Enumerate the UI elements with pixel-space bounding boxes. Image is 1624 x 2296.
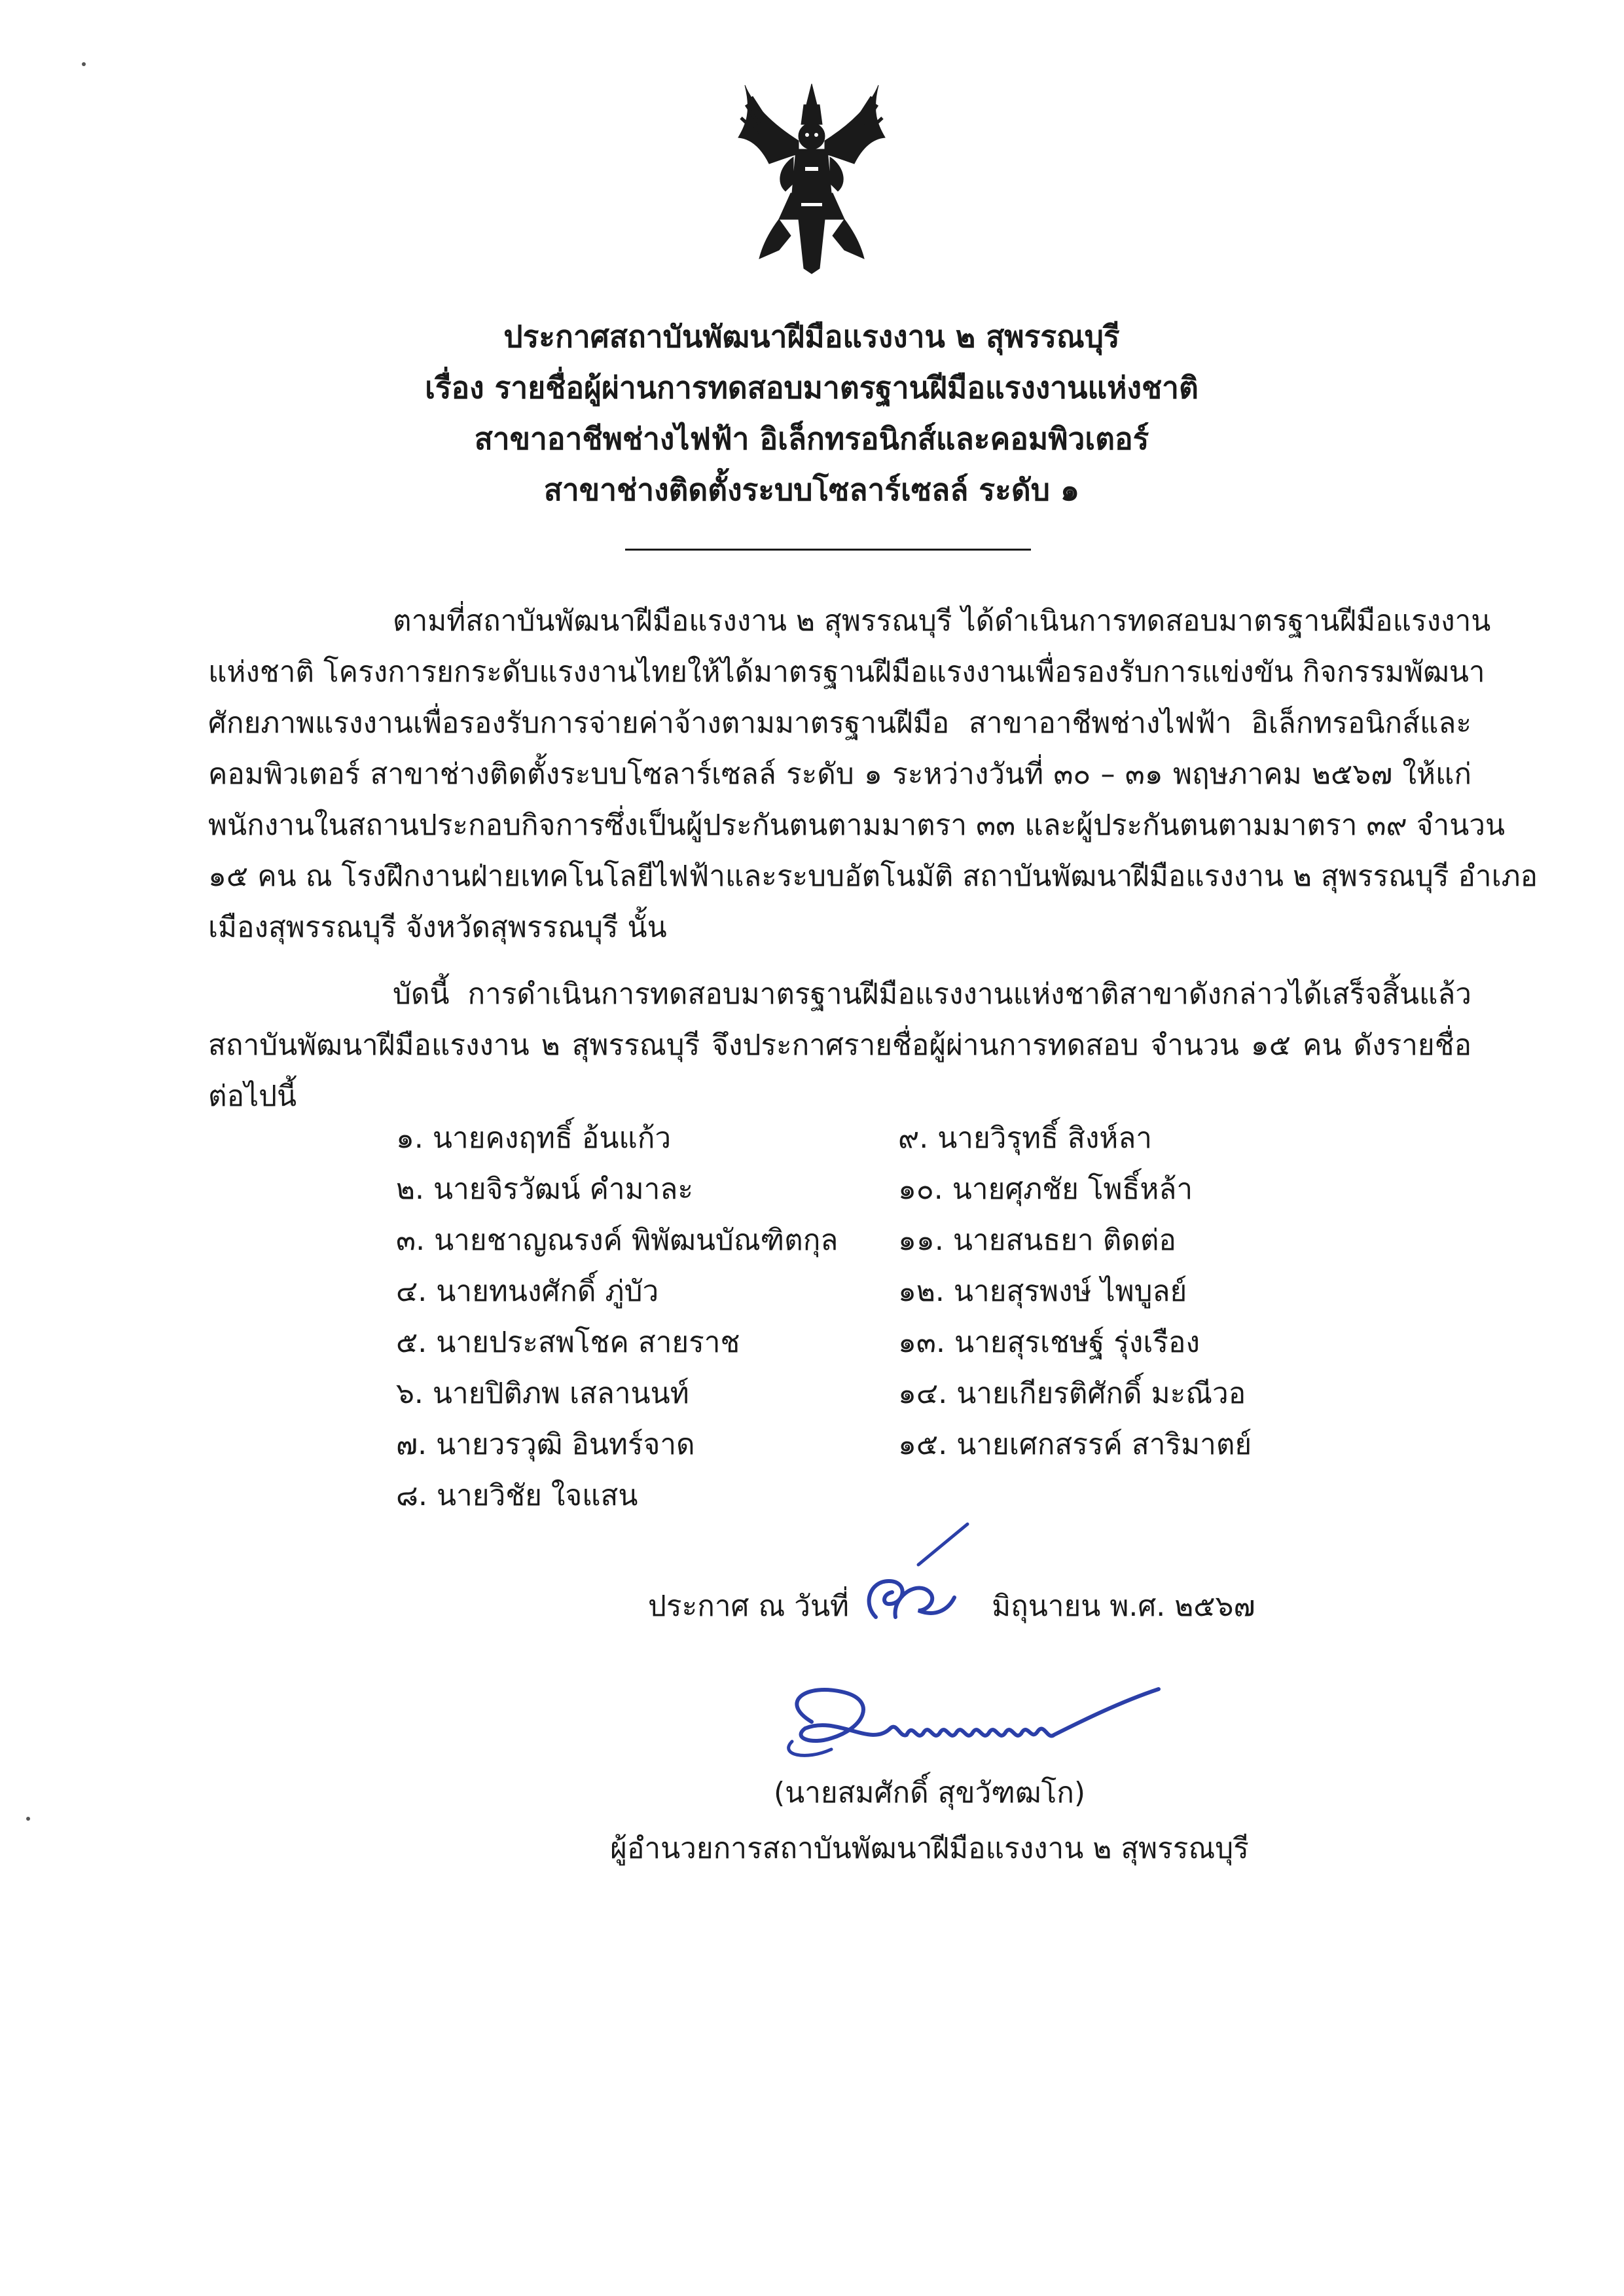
list-item-number: ๗. [396,1428,427,1461]
list-item-name: นายวรวุฒิ อินทร์จาด [436,1428,695,1461]
list-item-name: นายชาญณรงค์ พิพัฒนบัณฑิตกุล [434,1224,839,1257]
signature-icon [766,1676,1185,1768]
paragraph-2-line: สถาบันพัฒนาฝีมือแรงงาน ๒ สุพรรณบุรี จึงประกาศรายชื่อผู้ผ่านการทดสอบ จำนวน ๑๕ คน ดังรายชื่อ [208,1029,1471,1062]
paragraph-1 [208,596,1538,953]
list-item-number: ๔. [396,1275,427,1308]
signer-position: ผู้อำนวยการสถาบันพัฒนาฝีมือแรงงาน ๒ สุพรรณบุรี [610,1832,1249,1865]
list-item-name: นายทนงศักดิ์ ภู่บัว [436,1275,659,1308]
paragraph-1-line: พนักงานในสถานประกอบกิจการซึ่งเป็นผู้ประกันตนตามมาตรา ๓๓ และผู้ประกันตนตามมาตรา ๓๙ จำนวน [208,809,1506,842]
list-item-name: นายคงฤทธิ์ อ้นแก้ว [432,1121,672,1155]
announcement-date-prefix: ประกาศ ณ วันที่ [648,1590,850,1623]
heading-line-1: ประกาศสถาบันพัฒนาฝีมือแรงงาน ๒ สุพรรณบุรี [503,319,1120,354]
list-item-name: นายสุรเชษฐ์ รุ่งเรือง [954,1326,1200,1359]
heading-line-2: เรื่อง รายชื่อผู้ผ่านการทดสอบมาตรฐานฝีมือแรงงานแห่งชาติ [425,370,1199,405]
paragraph-2-line: บัดนี้ การดำเนินการทดสอบมาตรฐานฝีมือแรงงานแห่งชาติสาขาดังกล่าวได้เสร็จสิ้นแล้ว [393,977,1471,1011]
names-list-right [898,1113,1252,1470]
list-item-name: นายวิชัย ใจแสน [436,1479,638,1512]
list-item-name: นายเกียรติศักดิ์ มะณีวอ [956,1377,1246,1410]
list-item [396,1215,838,1266]
list-item-number: ๑๑. [898,1224,944,1257]
announcement-date-suffix: มิถุนายน พ.ศ. ๒๕๖๗ [992,1590,1255,1623]
garuda-emblem-icon [733,79,890,275]
list-item-name: นายจิรวัฒน์ คำมาละ [433,1173,693,1206]
list-item-name: นายปิติภพ เสลานนท์ [432,1377,689,1410]
signer-name: (นายสมศักดิ์ สุขวัฑฒโก) [773,1776,1086,1810]
paragraph-1-line: ศักยภาพแรงงานเพื่อรองรับการจ่ายค่าจ้างตามมาตรฐานฝีมือ สาขาอาชีพช่างไฟฟ้า อิเล็กทรอนิกส์และ [208,706,1471,740]
document-heading [196,311,1427,515]
list-item [898,1317,1252,1368]
list-item [396,1470,838,1522]
list-item-number: ๒. [396,1173,424,1206]
heading-divider [625,549,1031,551]
list-item-number: ๘. [396,1479,427,1512]
list-item-number: ๑. [396,1121,424,1155]
list-item-name: นายประสพโชค สายราช [436,1326,740,1359]
list-item [396,1317,838,1368]
scan-speck [82,62,86,66]
list-item [396,1266,838,1317]
list-item [396,1113,838,1164]
names-list-left [396,1113,838,1522]
paragraph-1-line: คอมพิวเตอร์ สาขาช่างติดตั้งระบบโซลาร์เซลล์ ระดับ ๑ ระหว่างวันที่ ๓๐ – ๓๑ พฤษภาคม ๒๕๖๗ ให้แก่ [208,757,1471,791]
list-item [898,1113,1252,1164]
list-item [898,1266,1252,1317]
list-item-name: นายเศกสรรค์ สาริมาตย์ [956,1428,1252,1461]
paragraph-1-line: ๑๕ คน ณ โรงฝึกงานฝ่ายเทคโนโลยีไฟฟ้าและระบบอัตโนมัติ สถาบันพัฒนาฝีมือแรงงาน ๒ สุพรรณบุรี อำเภอ [208,860,1538,893]
heading-line-3: สาขาอาชีพช่างไฟฟ้า อิเล็กทรอนิกส์และคอมพิวเตอร์ [474,421,1149,456]
paragraph-2-line: ต่อไปนี้ [208,1080,297,1113]
list-item [898,1164,1252,1215]
handwritten-day-icon [856,1519,974,1630]
list-item-number: ๑๐. [898,1173,943,1206]
list-item-number: ๑๒. [898,1275,945,1308]
list-item-number: ๑๔. [898,1377,948,1410]
list-item-name: นายวิรุทธิ์ สิงห์ลา [937,1121,1152,1155]
list-item-number: ๑๓. [898,1326,945,1359]
list-item-name: นายสนธยา ติดต่อ [952,1224,1176,1257]
list-item-name: นายศุภชัย โพธิ์หล้า [952,1173,1193,1206]
list-item [898,1215,1252,1266]
list-item-number: ๓. [396,1224,425,1257]
list-item-number: ๖. [396,1377,424,1410]
list-item-number: ๕. [396,1326,427,1359]
paragraph-2 [208,969,1471,1122]
list-item [396,1164,838,1215]
paragraph-1-line: ตามที่สถาบันพัฒนาฝีมือแรงงาน ๒ สุพรรณบุรี ได้ดำเนินการทดสอบมาตรฐานฝีมือแรงงาน [393,604,1491,638]
list-item-number: ๙. [898,1121,929,1155]
list-item [898,1419,1252,1470]
heading-line-4: สาขาช่างติดตั้งระบบโซลาร์เซลล์ ระดับ ๑ [543,472,1080,507]
scan-speck [26,1817,30,1821]
list-item-number: ๑๕. [898,1428,948,1461]
list-item [396,1368,838,1419]
paragraph-1-line: แห่งชาติ โครงการยกระดับแรงงานไทยให้ได้มาตรฐานฝีมือแรงงานเพื่อรองรับการแข่งขัน กิจกรรมพัฒนา [208,655,1485,689]
list-item [396,1419,838,1470]
paragraph-1-line: เมืองสุพรรณบุรี จังหวัดสุพรรณบุรี นั้น [208,911,667,944]
list-item [898,1368,1252,1419]
list-item-name: นายสุรพงษ์ ไพบูลย์ [953,1275,1187,1308]
